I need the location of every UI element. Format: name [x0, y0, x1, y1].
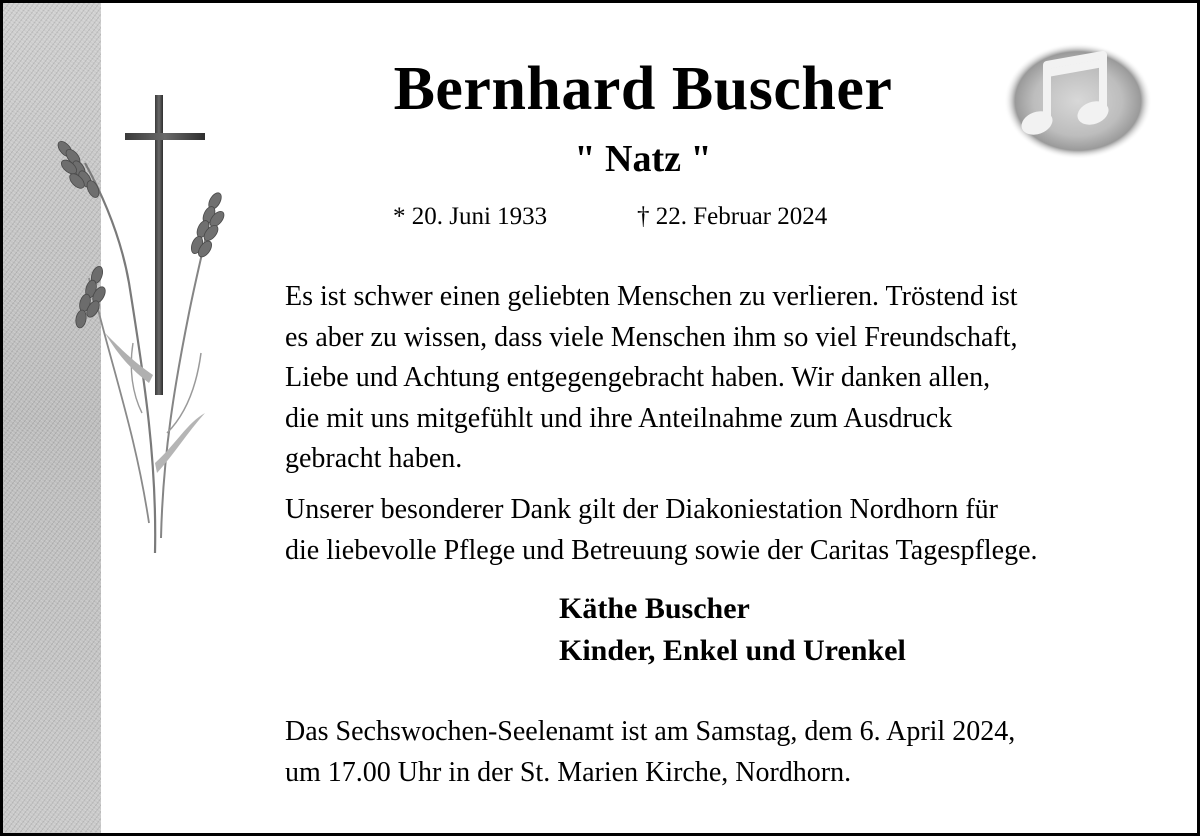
deceased-name: Bernhard Buscher [393, 55, 893, 123]
birth-date: * 20. Juni 1933 [393, 203, 548, 230]
condolence-text: Es ist schwer einen geliebten Menschen zu verlieren. Tröstend ist es aber zu wissen, dass viele Menschen ihm so viel Freundschaft, Liebe und Achtung entgegengebracht haben. Wir danken allen, die mit uns mitgefühlt und ihre Anteilnahme zum Ausdruck gebracht haben. [285, 281, 1018, 474]
cross-with-wheat-icon [37, 83, 237, 563]
thanks-text: Unserer besonderer Dank gilt der Diakoniestation Nordhorn für die liebevolle Pflege und Betreuung sowie der Caritas Tagespflege. [285, 494, 1038, 566]
signer-family: Kinder, Enkel und Urenkel [559, 634, 906, 667]
deceased-nickname: " Natz " [574, 138, 712, 180]
life-dates [393, 201, 913, 233]
signers-block [559, 588, 1119, 672]
service-announcement: Das Sechswochen-Seelenamt ist am Samstag, dem 6. April 2024, um 17.00 Uhr in der St. Marien Kirche, Nordhorn. [285, 716, 1016, 788]
signer-spouse: Käthe Buscher [559, 592, 750, 625]
death-date: † 22. Februar 2024 [637, 203, 828, 230]
